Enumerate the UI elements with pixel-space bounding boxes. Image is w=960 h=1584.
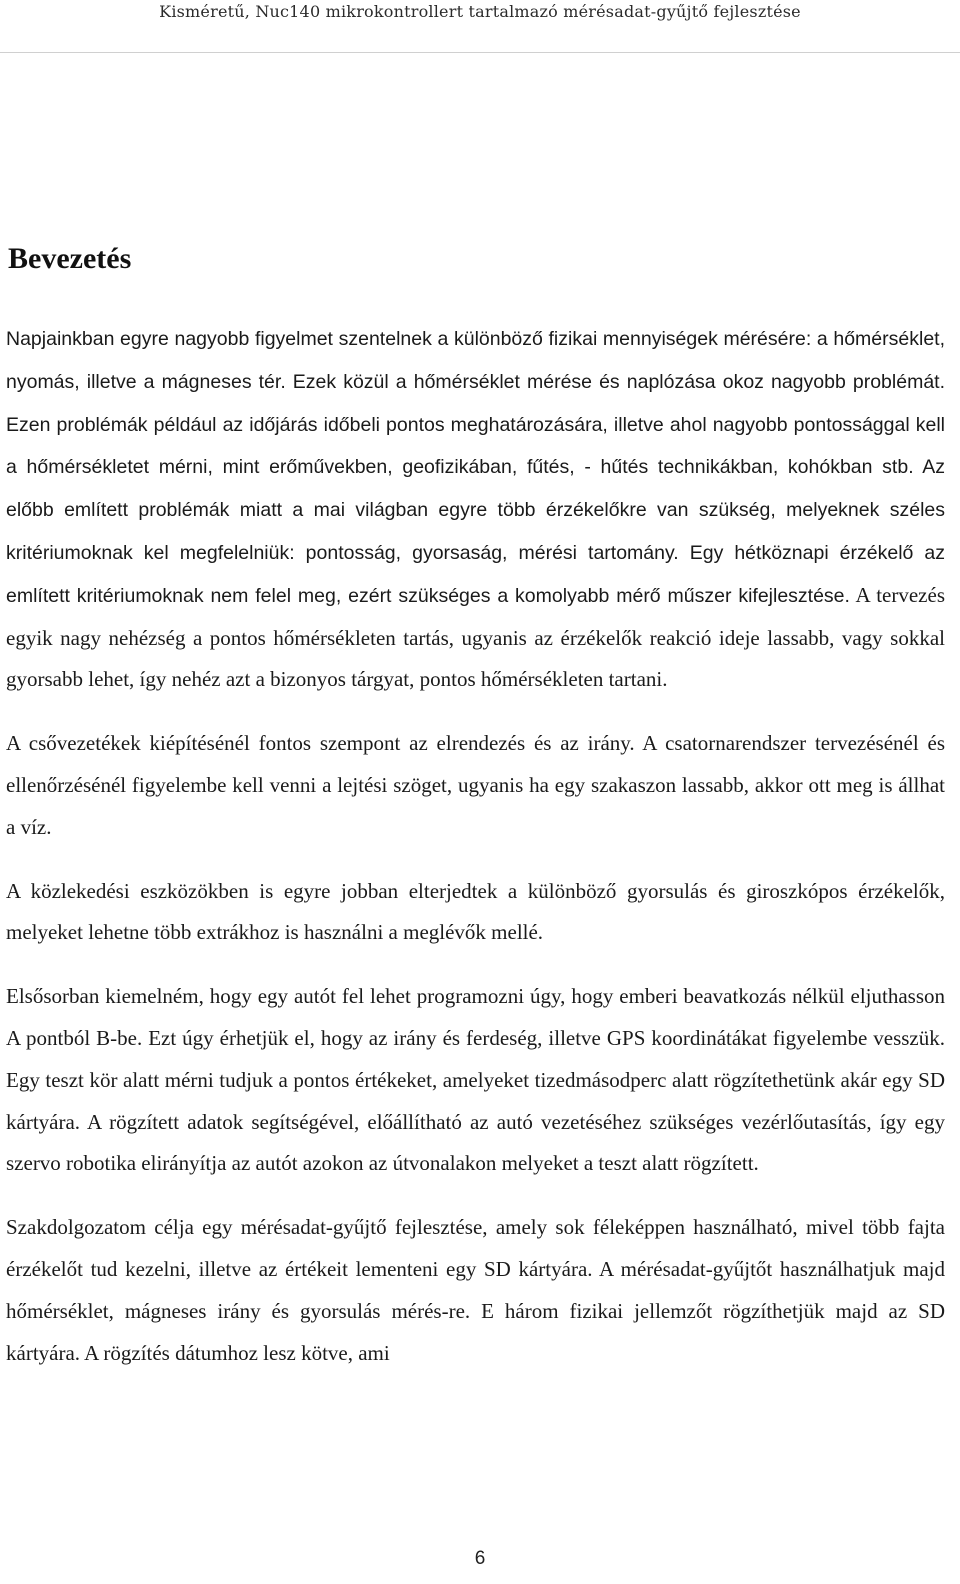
paragraph-vehicles: A közlekedési eszközökben is egyre jobban elterjedtek a különböző gyorsulás és giroszkópos érzékelők, melyeket lehetne több extrákhoz is használni a meglévők mellé. xyxy=(6,878,945,945)
page-number: 6 xyxy=(474,1548,486,1569)
section-title: Bevezetés xyxy=(8,242,132,275)
paragraph-thesis-goal: Szakdolgozatom célja egy mérésadat-gyűjtő fejlesztése, amely sok féleképpen használható, mivel több fajta érzékelőt tud kezelni, illetve az értékeit lementeni egy SD kártyára. A mérésadat-gyűjtőt használhatjuk majd hőmérséklet, mágneses irány és gyorsulás mérés-re. E három fizikai jellemzőt rögzíthetjük majd az SD kártyára. A rögzítés dátumhoz lesz kötve, ami xyxy=(6,1215,945,1365)
page-header xyxy=(0,0,960,53)
body-content xyxy=(6,318,945,1396)
header-title: Kisméretű, Nuc140 mikrokontrollert tartalmazó mérésadat-gyűjtő fejlesztése xyxy=(159,2,801,21)
paragraph-intro-sans-part: Napjainkban egyre nagyobb figyelmet szentelnek a különböző fizikai mennyiségek mérésére: a hőmérséklet, nyomás, illetve a mágneses tér. Ezek közül a hőmérséklet mérése és naplózása okoz nagyobb problémát. Ezen problémák például az időjárás időbeli pontos meghatározására, illetve ahol nagyobb pontossággal kell a hőmérsékletet mérni, mint erőművekben, geofizikában, fűtés, - hűtés technikákban, kohókban stb. Az előbb említett problémák miatt a mai világban egyre több érzékelőkre van szükség, melyeknek széles kritériumoknak kel megfelelniük: pontosság, gyorsaság, mérési tartomány. Egy hétköznapi érzékelő az említett kritériumoknak nem felel meg, ezért szükséges a komolyabb mérő műszer kifejlesztése. xyxy=(6,328,945,607)
paragraph-intro-serif-part: A tervezés egyik nagy nehézség a pontos hőmérsékleten tartás, ugyanis az érzékelők reakció ideje lassabb, vagy sokkal gyorsabb lehet, így nehéz azt a bizonyos tárgyat, pontos hőmérsékleten tartani. xyxy=(6,582,945,692)
paragraph-intro xyxy=(6,318,945,701)
paragraph-autonomous-car: Elsősorban kiemelném, hogy egy autót fel lehet programozni úgy, hogy emberi beavatkozás nélkül eljuthasson A pontból B-be. Ezt úgy érhetjük el, hogy az irány és ferdeség, illetve GPS koordinátákat figyelembe vesszük. Egy teszt kör alatt mérni tudjuk a pontos értékeket, amelyeket tizedmásodperc alatt rögzítethetünk akár egy SD kártyára. A rögzített adatok segítségével, előállítható az autó vezetéséhez szükséges vezérlőutasítás, így egy szervo robotika elirányítja az autót azokon az útvonalakon melyeket a teszt alatt rögzített. xyxy=(6,984,945,1176)
paragraph-pipes: A csővezetékek kiépítésénél fontos szempont az elrendezés és az irány. A csatornarendszer tervezésénél és ellenőrzésénél figyelembe kell venni a lejtési szöget, ugyanis ha egy szakaszon lassabb, akkor ott meg is állhat a víz. xyxy=(6,731,945,839)
